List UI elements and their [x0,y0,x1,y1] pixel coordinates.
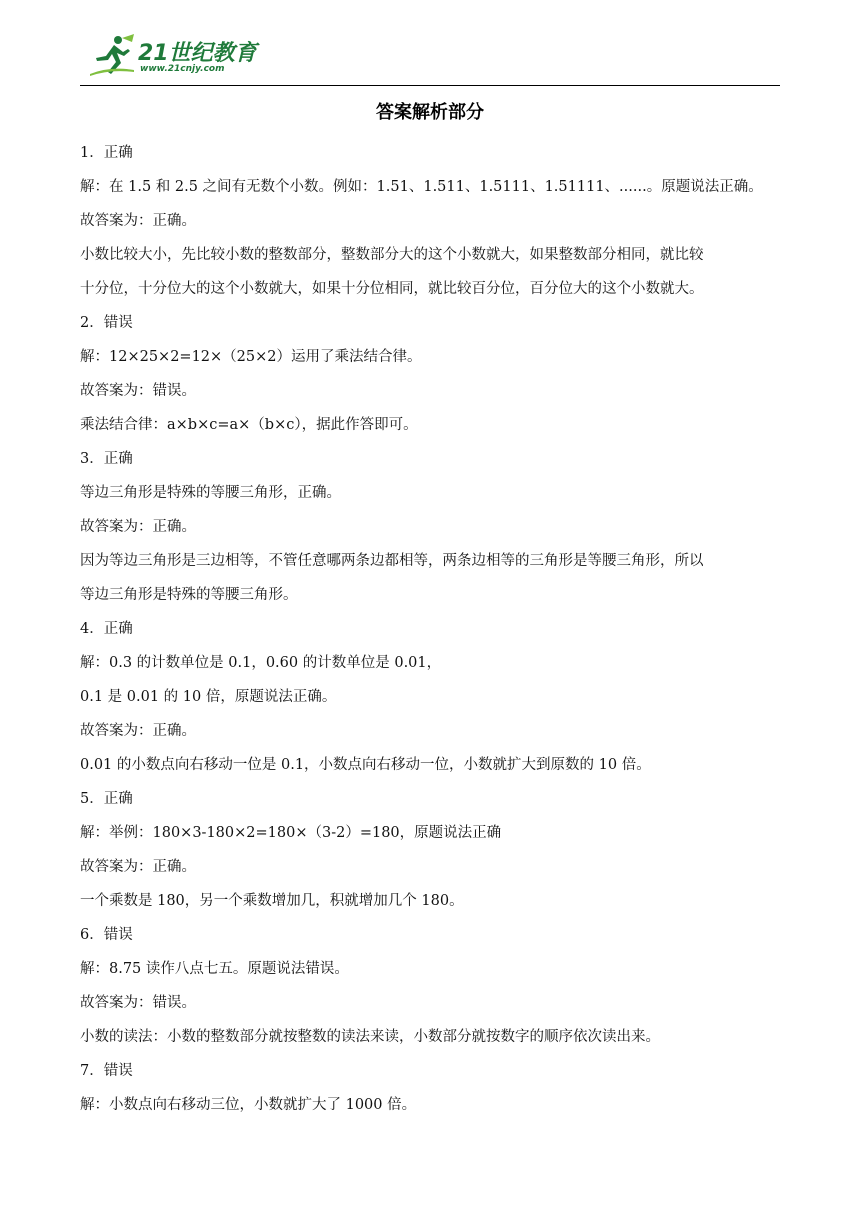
page-header [0,0,860,88]
answer-line: 4．正确 [80,621,133,637]
answer-line: 乘法结合律：a×b×c=a×（b×c），据此作答即可。 [80,417,418,433]
logo-text: 21世纪教育 [138,41,257,66]
answer-line: 1．正确 [80,145,133,161]
answer-line: 解：小数点向右移动三位，小数就扩大了 1000 倍。 [80,1097,417,1113]
answer-line: 一个乘数是 180，另一个乘数增加几，积就增加几个 180。 [80,893,464,909]
answer-line: 小数的读法：小数的整数部分就按整数的读法来读，小数部分就按数字的顺序依次读出来。 [80,1029,660,1045]
answer-line: 0.01 的小数点向右移动一位是 0.1，小数点向右移动一位，小数就扩大到原数的 10 倍。 [80,757,651,773]
answer-line: 小数比较大小，先比较小数的整数部分，整数部分大的这个小数就大，如果整数部分相同，就比较 [80,247,704,263]
answer-line: 因为等边三角形是三边相等，不管任意哪两条边都相等，两条边相等的三角形是等腰三角形，所以 [80,553,704,569]
answer-line: 十分位，十分位大的这个小数就大，如果十分位相同，就比较百分位，百分位大的这个小数就大。 [80,281,704,297]
answer-line: 7．错误 [80,1063,133,1079]
answer-line: 等边三角形是特殊的等腰三角形，正确。 [80,485,341,501]
answer-line: 2．错误 [80,315,133,331]
header-divider [80,85,780,86]
answer-line: 6．错误 [80,927,133,943]
site-logo [88,34,258,82]
answer-line: 解：0.3 的计数单位是 0.1，0.60 的计数单位是 0.01， [80,655,442,671]
answer-line: 解：在 1.5 和 2.5 之间有无数个小数。例如：1.51、1.511、1.5111、1.51111、......。原题说法正确。 [80,179,763,195]
answer-line: 等边三角形是特殊的等腰三角形。 [80,587,298,603]
answer-line: 故答案为：正确。 [80,519,196,535]
answer-line: 故答案为：错误。 [80,383,196,399]
answer-line: 故答案为：错误。 [80,995,196,1011]
answer-line: 5．正确 [80,791,133,807]
answer-line: 解：12×25×2=12×（25×2）运用了乘法结合律。 [80,349,422,365]
page-title: 答案解析部分 [376,102,484,123]
answer-line: 3．正确 [80,451,133,467]
answer-line: 0.1 是 0.01 的 10 倍，原题说法正确。 [80,689,337,705]
answer-line: 故答案为：正确。 [80,213,196,229]
answer-content [80,136,780,1122]
logo-url: www.21cnjy.com [140,64,225,74]
answer-line: 解：8.75 读作八点七五。原题说法错误。 [80,961,349,977]
answer-line: 故答案为：正确。 [80,859,196,875]
answer-line: 解：举例：180×3-180×2=180×（3-2）=180，原题说法正确 [80,825,502,841]
runner-logo-icon [88,34,136,78]
answer-line: 故答案为：正确。 [80,723,196,739]
